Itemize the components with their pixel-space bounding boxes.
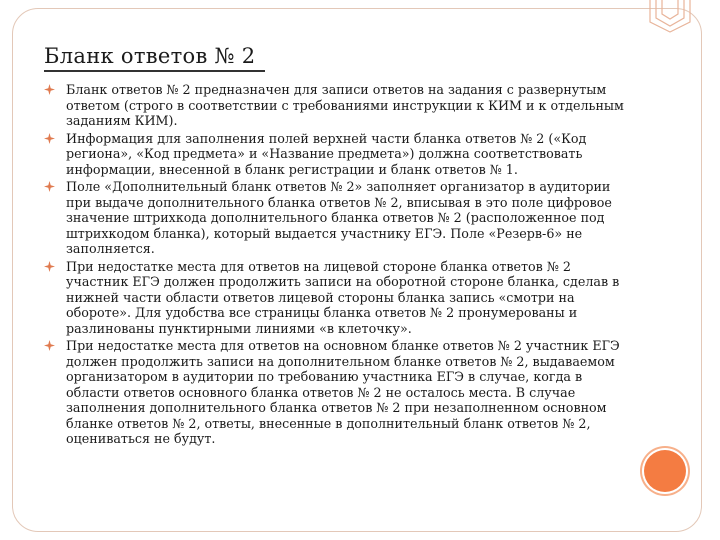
list-item-text: Поле «Дополнительный бланк ответов № 2» заполняет организатор в аудитории при выдаче дополнительного бланка ответов № 2, вписывая в это поле цифровое значение штрихкода дополнительного бланка ответов № 2 (расположенное под штрихкодом бланка), который выдается участнику ЕГЭ. Поле «Резерв-6» не заполняется. [66,179,612,256]
four-point-star-icon [44,261,55,272]
page-title: Бланк ответов № 2 [44,44,265,72]
orange-circle-icon [644,450,686,492]
chevron-ribbon-icon [648,0,692,34]
list-item-text: Бланк ответов № 2 предназначен для записи ответов на задания с развернутым ответом (строго в соответствии с требованиями инструкции к КИМ и к отдельным заданиям КИМ). [66,82,624,128]
four-point-star-icon [44,340,55,351]
list-item-text: Информация для заполнения полей верхней части бланка ответов № 2 («Код региона», «Код предмета» и «Название предмета») должна соответствовать информации, внесенной в бланк регистрации и бланк ответов № 1. [66,130,587,177]
list-item [44,131,624,178]
list-item-text: При недостатке места для ответов на основном бланке ответов № 2 участник ЕГЭ должен продолжить записи на дополнительном бланке ответов № 2, выдаваемом организатором в аудитории по требованию участника ЕГЭ в случае, когда в области ответов основного бланка ответов № 2 не осталось места. В случае заполнения дополнительного бланка ответов № 2 при незаполненном основном бланке ответов № 2, ответы, внесенные в дополнительный бланк ответов № 2, оцениваться не будут. [66,338,620,446]
list-item-text: При недостатке места для ответов на лицевой стороне бланка ответов № 2 участник ЕГЭ должен продолжить записи на оборотной стороне бланка, сделав в нижней части области ответов лицевой стороны бланка запись «смотри на обороте». Для удобства все страницы бланка ответов № 2 пронумерованы и разлинованы пунктирными линиями «в клеточку». [66,258,620,336]
four-point-star-icon [44,133,55,144]
list-item [44,338,624,447]
list-item [44,82,624,129]
bullet-list [44,82,624,449]
list-item [44,179,624,257]
list-item [44,259,624,337]
four-point-star-icon [44,181,55,192]
four-point-star-icon [44,84,55,95]
